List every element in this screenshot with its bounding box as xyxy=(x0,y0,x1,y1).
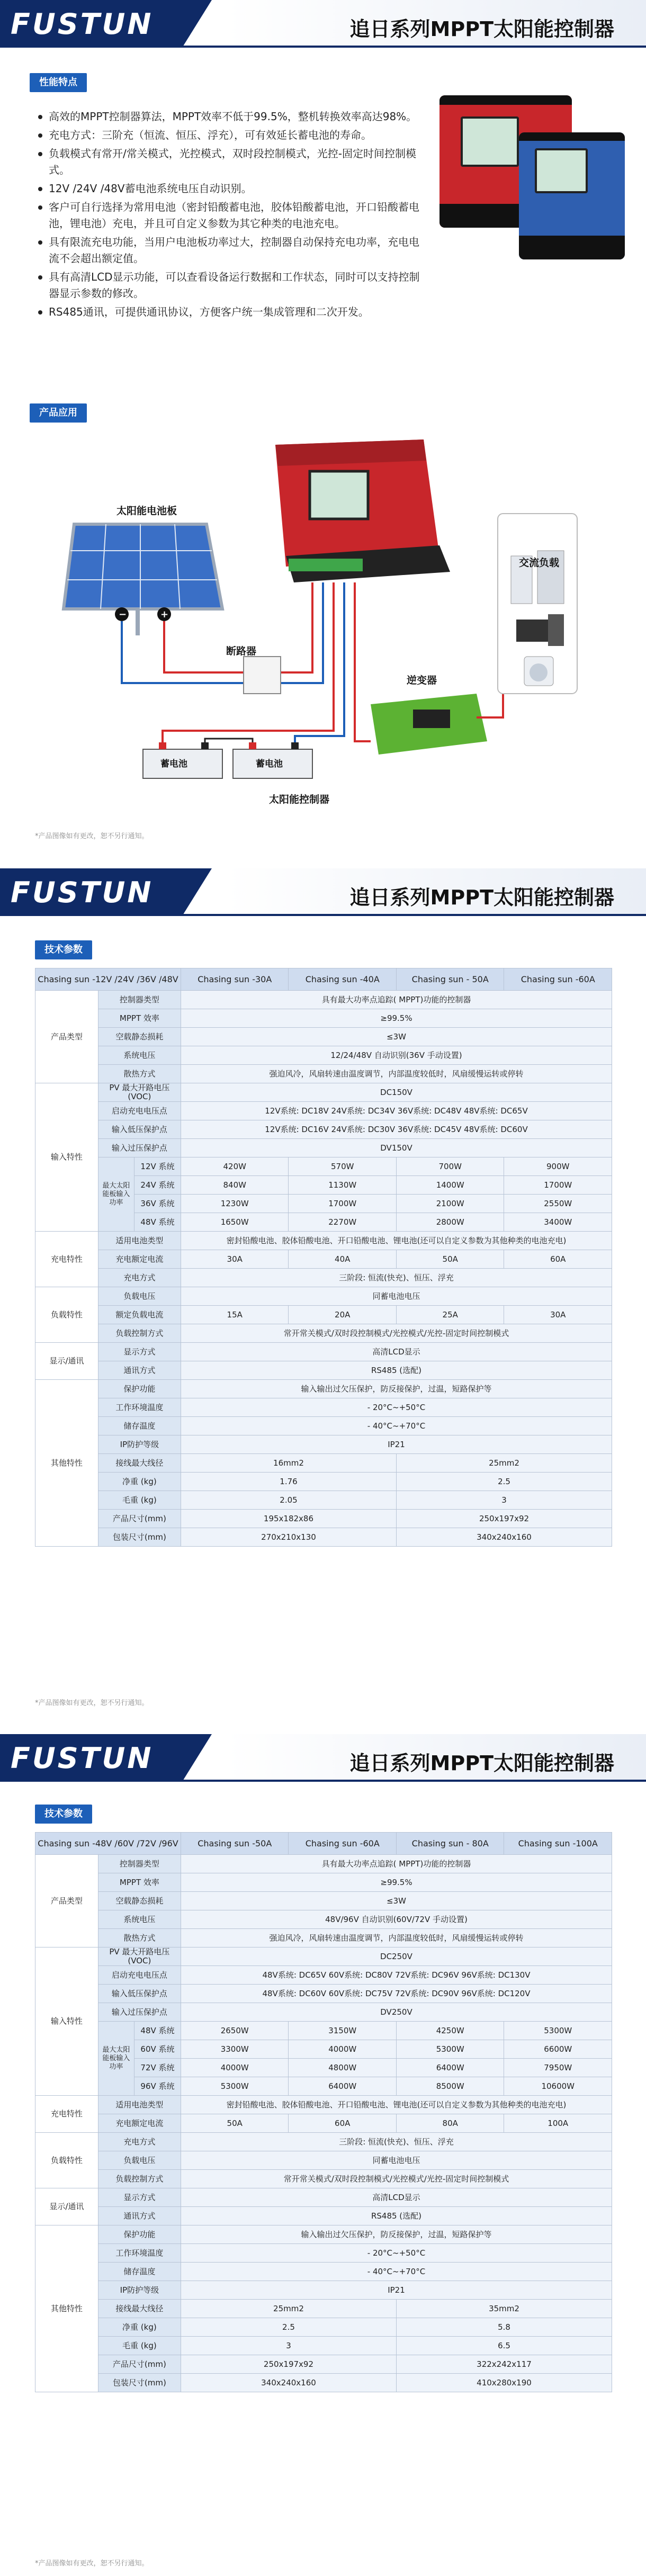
table-row xyxy=(35,2244,612,2263)
row-label: 散热方式 xyxy=(98,1929,181,1947)
row-value: 5300W xyxy=(504,2022,612,2040)
row-label: 输入过压保护点 xyxy=(98,2003,181,2022)
row-value: - 40°C~+70°C xyxy=(181,1417,612,1435)
row-value: 强迫风冷，风扇转速由温度调节，内部温度较低时，风扇缓慢运转或停转 xyxy=(181,1065,612,1083)
row-sublabel: 60V 系统 xyxy=(134,2040,181,2059)
brand-logo: FUSTUN xyxy=(11,7,154,41)
table-row xyxy=(35,2374,612,2392)
brand-logo: FUSTUN xyxy=(11,876,154,909)
table-row xyxy=(35,2188,612,2207)
controller-top-stripe xyxy=(519,132,625,141)
table-row xyxy=(35,2096,612,2114)
row-value: DV150V xyxy=(181,1139,612,1157)
row-value: 3150W xyxy=(289,2022,397,2040)
row-value: ≤3W xyxy=(181,1892,612,1910)
table-row xyxy=(35,2318,612,2337)
row-value: 700W xyxy=(396,1157,504,1176)
row-label: IP防护等级 xyxy=(98,1435,181,1454)
row-label: 产品尺寸(mm) xyxy=(98,1510,181,1528)
row-value: 100A xyxy=(504,2114,612,2133)
row-value: DV250V xyxy=(181,2003,612,2022)
row-label: MPPT 效率 xyxy=(98,1873,181,1892)
row-value: 420W xyxy=(181,1157,289,1176)
table-row xyxy=(35,991,612,1009)
row-label: 通讯方式 xyxy=(98,2207,181,2225)
row-value: 5300W xyxy=(396,2040,504,2059)
row-sublabel: 48V 系统 xyxy=(134,1213,181,1232)
row-value: 48V系统: DC60V 60V系统: DC75V 72V系统: DC90V 96V系统: DC120V xyxy=(181,1985,612,2003)
row-label: 储存温度 xyxy=(98,1417,181,1435)
row-value: 48V系统: DC65V 60V系统: DC80V 72V系统: DC96V 96V系统: DC130V xyxy=(181,1966,612,1985)
header-cell: Chasing sun -48V /60V /72V /96V xyxy=(35,1833,181,1855)
table-row xyxy=(35,1417,612,1435)
row-value: 35mm2 xyxy=(396,2300,612,2318)
row-value: 25A xyxy=(396,1306,504,1324)
table-row xyxy=(35,2207,612,2225)
row-value: 16mm2 xyxy=(181,1454,396,1473)
solar-panel-icon xyxy=(64,524,222,635)
row-label: 净重 (kg) xyxy=(98,1473,181,1491)
row-value: 2.5 xyxy=(396,1473,612,1491)
disclaimer-note: *产品图像如有更改，恕不另行通知。 xyxy=(35,832,149,840)
blue-controller-image xyxy=(519,132,625,259)
feature-item: 充电方式：三阶充（恒流、恒压、浮充），可有效延长蓄电池的寿命。 xyxy=(37,127,424,143)
row-label: 负载控制方式 xyxy=(98,2170,181,2188)
row-value: 3400W xyxy=(504,1213,612,1232)
spec-table-2 xyxy=(35,1832,612,2392)
table-row xyxy=(35,1855,612,1873)
row-value: 250x197x92 xyxy=(181,2355,396,2374)
row-value: 具有最大功率点追踪( MPPT)功能的控制器 xyxy=(181,1855,612,1873)
table-row xyxy=(35,2151,612,2170)
row-label: 产品尺寸(mm) xyxy=(98,2355,181,2374)
spec-table-1 xyxy=(35,968,612,1547)
row-value: 2550W xyxy=(504,1195,612,1213)
svg-text:+: + xyxy=(160,609,169,620)
row-value: 250x197x92 xyxy=(396,1510,612,1528)
row-value: - 20°C~+50°C xyxy=(181,1398,612,1417)
row-label: MPPT 效率 xyxy=(98,1009,181,1028)
row-value: 具有最大功率点追踪( MPPT)功能的控制器 xyxy=(181,991,612,1009)
row-value: 强迫风冷，风扇转速由温度调节，内部温度较低时，风扇缓慢运转或停转 xyxy=(181,1929,612,1947)
table-row xyxy=(35,2281,612,2300)
table-header-row xyxy=(35,1833,612,1855)
disclaimer-note: *产品图像如有更改，恕不另行通知。 xyxy=(35,1699,149,1707)
row-value: 900W xyxy=(504,1157,612,1176)
row-value: 30A xyxy=(504,1306,612,1324)
page-header xyxy=(0,1734,646,1782)
row-value: 4000W xyxy=(181,2059,289,2077)
row-value: 同蓄电池电压 xyxy=(181,1287,612,1306)
row-value: 1230W xyxy=(181,1195,289,1213)
feature-item: 负载模式有常开/常关模式，光控模式，双时段控制模式，光控-固定时间控制模式。 xyxy=(37,146,424,178)
row-value: 340x240x160 xyxy=(181,2374,396,2392)
lcd-screen xyxy=(535,148,588,193)
table-row xyxy=(35,1528,612,1547)
header-cell: Chasing sun -50A xyxy=(181,1833,289,1855)
row-label: 空载静态损耗 xyxy=(98,1892,181,1910)
table-row xyxy=(35,1269,612,1287)
row-value: 7950W xyxy=(504,2059,612,2077)
row-value: 6600W xyxy=(504,2040,612,2059)
table-row xyxy=(35,1361,612,1380)
row-value: 60A xyxy=(289,2114,397,2133)
row-label: 散热方式 xyxy=(98,1065,181,1083)
group-cell: 充电特性 xyxy=(35,1232,98,1287)
svg-text:−: − xyxy=(119,609,127,620)
row-value: 1.76 xyxy=(181,1473,396,1491)
page-title: 追日系列MPPT太阳能控制器 xyxy=(349,886,614,909)
feature-item: 12V /24V /48V蓄电池系统电压自动识别。 xyxy=(37,181,424,197)
header-rule xyxy=(0,1780,646,1782)
table-row xyxy=(35,1232,612,1250)
row-label: 控制器类型 xyxy=(98,991,181,1009)
row-value: 50A xyxy=(181,2114,289,2133)
group-cell: 产品类型 xyxy=(35,1855,98,1947)
table-row xyxy=(35,1102,612,1120)
row-sublabel: 72V 系统 xyxy=(134,2059,181,2077)
row-label: 充电方式 xyxy=(98,1269,181,1287)
table-row xyxy=(35,1929,612,1947)
table-row xyxy=(35,1985,612,2003)
feature-item: 客户可自行选择为常用电池（密封铅酸蓄电池，胶体铅酸蓄电池，开口铅酸蓄电池，锂电池）充电，并且可自定义参数为其它种类的电池充电。 xyxy=(37,199,424,232)
row-value: 48V/96V 自动识别(60V/72V 手动设置) xyxy=(181,1910,612,1929)
row-value: 15A xyxy=(181,1306,289,1324)
lcd-screen xyxy=(461,116,519,167)
row-value: 340x240x160 xyxy=(396,1528,612,1547)
row-value: 4250W xyxy=(396,2022,504,2040)
row-value: 40A xyxy=(289,1250,397,1269)
row-value: 高清LCD显示 xyxy=(181,2188,612,2207)
table-row xyxy=(35,1380,612,1398)
table-row xyxy=(35,1398,612,1417)
row-value: 570W xyxy=(289,1157,397,1176)
group-cell: 负载特性 xyxy=(35,1287,98,1343)
row-label: 输入低压保护点 xyxy=(98,1985,181,2003)
row-value: 常开常关模式/双时段控制模式/光控模式/光控-固定时间控制模式 xyxy=(181,2170,612,2188)
row-label: 包装尺寸(mm) xyxy=(98,1528,181,1547)
battery-label: 蓄电池 xyxy=(256,759,283,769)
row-value: 10600W xyxy=(504,2077,612,2096)
table-row xyxy=(35,1454,612,1473)
row-value: 2100W xyxy=(396,1195,504,1213)
table-row xyxy=(35,1083,612,1102)
row-value: ≥99.5% xyxy=(181,1009,612,1028)
row-value: 2.5 xyxy=(181,2318,396,2337)
computer-tower-icon xyxy=(548,614,564,646)
row-value: 30A xyxy=(181,1250,289,1269)
group-cell: 输入特性 xyxy=(35,1947,98,2096)
row-label: 接线最大线径 xyxy=(98,1454,181,1473)
application-diagram xyxy=(0,424,646,805)
row-value: 3 xyxy=(181,2337,396,2355)
row-value: 密封铅酸电池、胶体铅酸电池、开口铅酸电池、锂电池(还可以自定义参数为其他种类的电池充电) xyxy=(181,2096,612,2114)
row-value: IP21 xyxy=(181,2281,612,2300)
table-row xyxy=(35,1510,612,1528)
features-tag: 性能特点 xyxy=(30,73,87,92)
row-label: 包装尺寸(mm) xyxy=(98,2374,181,2392)
row-label: 净重 (kg) xyxy=(98,2318,181,2337)
table-row xyxy=(35,1947,612,1966)
row-label: 适用电池类型 xyxy=(98,1232,181,1250)
group-cell: 显示/通讯 xyxy=(35,2188,98,2225)
disclaimer-note: *产品图像如有更改，恕不另行通知。 xyxy=(35,2560,149,2568)
ac-load-label: 交流负载 xyxy=(519,557,560,569)
row-value: DC250V xyxy=(181,1947,612,1966)
row-value: 4000W xyxy=(289,2040,397,2059)
row-value: 3 xyxy=(396,1491,612,1510)
row-value: 输入输出过欠压保护，防反接保护，过温，短路保护等 xyxy=(181,2225,612,2244)
row-value: 410x280x190 xyxy=(396,2374,612,2392)
table-row xyxy=(35,1491,612,1510)
row-sublabel: 48V 系统 xyxy=(134,2022,181,2040)
table-header-row xyxy=(35,968,612,991)
controller-bottom-stripe xyxy=(519,236,625,259)
row-value: 常开常关模式/双时段控制模式/光控模式/光控-固定时间控制模式 xyxy=(181,1324,612,1343)
table-row xyxy=(35,1873,612,1892)
page-header xyxy=(0,868,646,916)
row-value: 2650W xyxy=(181,2022,289,2040)
table-row xyxy=(35,1435,612,1454)
table-row xyxy=(35,1157,612,1176)
row-value: 高清LCD显示 xyxy=(181,1343,612,1361)
header-cell: Chasing sun - 50A xyxy=(396,968,504,991)
group-cell: 充电特性 xyxy=(35,2096,98,2133)
row-sublabel: 36V 系统 xyxy=(134,1195,181,1213)
row-label: 负载电压 xyxy=(98,1287,181,1306)
row-value: 25mm2 xyxy=(181,2300,396,2318)
inverter-icon xyxy=(371,694,487,755)
row-value: RS485 (选配) xyxy=(181,2207,612,2225)
row-label: 适用电池类型 xyxy=(98,2096,181,2114)
header-cell: Chasing sun -60A xyxy=(289,1833,397,1855)
page-title: 追日系列MPPT太阳能控制器 xyxy=(349,17,614,41)
header-rule xyxy=(0,46,646,48)
row-value: 6400W xyxy=(396,2059,504,2077)
row-value: DC150V xyxy=(181,1083,612,1102)
header-cell: Chasing sun -30A xyxy=(181,968,289,991)
header-cell: Chasing sun -100A xyxy=(504,1833,612,1855)
row-value: IP21 xyxy=(181,1435,612,1454)
row-label: 最大太阳能板输入功率 xyxy=(98,1157,134,1232)
table-row xyxy=(35,1120,612,1139)
table-row xyxy=(35,1009,612,1028)
row-value: 3300W xyxy=(181,2040,289,2059)
table-row xyxy=(35,2355,612,2374)
table-row xyxy=(35,1046,612,1065)
row-label: 控制器类型 xyxy=(98,1855,181,1873)
table-row xyxy=(35,2300,612,2318)
row-label: 储存温度 xyxy=(98,2263,181,2281)
application-tag: 产品应用 xyxy=(30,403,87,423)
row-value: - 20°C~+50°C xyxy=(181,2244,612,2263)
row-value: 2800W xyxy=(396,1213,504,1232)
row-value: 1650W xyxy=(181,1213,289,1232)
row-label: 充电额定电流 xyxy=(98,2114,181,2133)
features-list xyxy=(37,109,424,322)
row-label: 系统电压 xyxy=(98,1910,181,1929)
row-value: 12V系统: DC18V 24V系统: DC34V 36V系统: DC48V 48V系统: DC65V xyxy=(181,1102,612,1120)
row-label: 显示方式 xyxy=(98,2188,181,2207)
row-value: ≥99.5% xyxy=(181,1873,612,1892)
solar-controller-icon xyxy=(275,439,450,582)
spec-tag: 技术参数 xyxy=(35,940,92,959)
feature-item: 具有高清LCD显示功能，可以查看设备运行数据和工作状态，同时可以支持控制器显示参数的修改。 xyxy=(37,269,424,302)
group-cell: 产品类型 xyxy=(35,991,98,1083)
row-value: 60A xyxy=(504,1250,612,1269)
brand-logo: FUSTUN xyxy=(11,1742,154,1775)
inverter-label: 逆变器 xyxy=(407,675,437,686)
row-value: 195x182x86 xyxy=(181,1510,396,1528)
group-cell: 其他特性 xyxy=(35,2225,98,2392)
row-label: 接线最大线径 xyxy=(98,2300,181,2318)
feature-item: RS485通讯，可提供通讯协议，方便客户统一集成管理和二次开发。 xyxy=(37,304,424,320)
row-label: 输入过压保护点 xyxy=(98,1139,181,1157)
controller-top-stripe xyxy=(439,95,572,105)
row-value: 输入输出过欠压保护，防反接保护，过温，短路保护等 xyxy=(181,1380,612,1398)
table-row xyxy=(35,1065,612,1083)
table-row xyxy=(35,1250,612,1269)
table-row xyxy=(35,1028,612,1046)
row-label: IP防护等级 xyxy=(98,2281,181,2300)
row-label: 毛重 (kg) xyxy=(98,2337,181,2355)
row-value: 1700W xyxy=(289,1195,397,1213)
row-label: 工作环境温度 xyxy=(98,2244,181,2263)
row-value: 5.8 xyxy=(396,2318,612,2337)
row-label: PV 最大开路电压 (VOC) xyxy=(98,1947,181,1966)
group-cell: 负载特性 xyxy=(35,2133,98,2188)
table-row xyxy=(35,2263,612,2281)
row-value: 同蓄电池电压 xyxy=(181,2151,612,2170)
table-row xyxy=(35,1306,612,1324)
table-row xyxy=(35,1473,612,1491)
header-rule xyxy=(0,914,646,916)
row-label: 保护功能 xyxy=(98,1380,181,1398)
row-label: 最大太阳能板输入功率 xyxy=(98,2022,134,2096)
table-row xyxy=(35,2022,612,2040)
header-cell: Chasing sun -12V /24V /36V /48V xyxy=(35,968,181,991)
row-value: 840W xyxy=(181,1176,289,1195)
row-value: 三阶段: 恒流(快充)、恒压、浮充 xyxy=(181,2133,612,2151)
feature-item: 高效的MPPT控制器算法，MPPT效率不低于99.5%，整机转换效率高达98%。 xyxy=(37,109,424,125)
row-label: 系统电压 xyxy=(98,1046,181,1065)
row-value: 2270W xyxy=(289,1213,397,1232)
row-label: 启动充电电压点 xyxy=(98,1102,181,1120)
controller-label: 太阳能控制器 xyxy=(269,794,330,805)
table-row xyxy=(35,2170,612,2188)
row-value: 12V系统: DC16V 24V系统: DC30V 36V系统: DC45V 48V系统: DC60V xyxy=(181,1120,612,1139)
row-label: 通讯方式 xyxy=(98,1361,181,1380)
battery-label: 蓄电池 xyxy=(160,759,187,769)
row-label: 输入低压保护点 xyxy=(98,1120,181,1139)
header-cell: Chasing sun -60A xyxy=(504,968,612,991)
row-label: 空载静态损耗 xyxy=(98,1028,181,1046)
group-cell: 输入特性 xyxy=(35,1083,98,1232)
computer-icon xyxy=(516,620,548,642)
row-value: 270x210x130 xyxy=(181,1528,396,1547)
row-value: - 40°C~+70°C xyxy=(181,2263,612,2281)
row-value: ≤3W xyxy=(181,1028,612,1046)
row-value: 1130W xyxy=(289,1176,397,1195)
row-value: 5300W xyxy=(181,2077,289,2096)
page-header xyxy=(0,0,646,48)
row-value: 4800W xyxy=(289,2059,397,2077)
header-cell: Chasing sun - 80A xyxy=(396,1833,504,1855)
row-sublabel: 24V 系统 xyxy=(134,1176,181,1195)
row-value: 20A xyxy=(289,1306,397,1324)
feature-item: 具有限流充电功能，当用户电池板功率过大，控制器自动保持充电功率，充电电流不会超出额定值。 xyxy=(37,234,424,267)
breaker-label: 断路器 xyxy=(226,645,257,657)
table-row xyxy=(35,1324,612,1343)
row-value: 322x242x117 xyxy=(396,2355,612,2374)
table-row xyxy=(35,2114,612,2133)
row-value: 8500W xyxy=(396,2077,504,2096)
breaker-icon xyxy=(244,657,281,694)
table-row xyxy=(35,2133,612,2151)
row-label: 保护功能 xyxy=(98,2225,181,2244)
group-cell: 显示/通讯 xyxy=(35,1343,98,1380)
row-label: 负载控制方式 xyxy=(98,1324,181,1343)
row-label: 充电方式 xyxy=(98,2133,181,2151)
table-row xyxy=(35,1910,612,1929)
table-row xyxy=(35,2225,612,2244)
table-row xyxy=(35,1892,612,1910)
row-value: 80A xyxy=(396,2114,504,2133)
row-label: 显示方式 xyxy=(98,1343,181,1361)
row-label: 负载电压 xyxy=(98,2151,181,2170)
row-value: 50A xyxy=(396,1250,504,1269)
row-label: 额定负载电流 xyxy=(98,1306,181,1324)
table-row xyxy=(35,1343,612,1361)
row-value: 12/24/48V 自动识别(36V 手动设置) xyxy=(181,1046,612,1065)
row-value: 1400W xyxy=(396,1176,504,1195)
row-value: 密封铅酸电池、胶体铅酸电池、开口铅酸电池、锂电池(还可以自定义参数为其他种类的电池充电) xyxy=(181,1232,612,1250)
table-row xyxy=(35,2003,612,2022)
row-sublabel: 12V 系统 xyxy=(134,1157,181,1176)
row-value: 25mm2 xyxy=(396,1454,612,1473)
row-label: 毛重 (kg) xyxy=(98,1491,181,1510)
row-label: 工作环境温度 xyxy=(98,1398,181,1417)
row-value: 2.05 xyxy=(181,1491,396,1510)
row-label: PV 最大开路电压 (VOC) xyxy=(98,1083,181,1102)
row-label: 充电额定电流 xyxy=(98,1250,181,1269)
table-row xyxy=(35,1287,612,1306)
table-row xyxy=(35,2337,612,2355)
row-value: 6400W xyxy=(289,2077,397,2096)
header-cell: Chasing sun -40A xyxy=(289,968,397,991)
group-cell: 其他特性 xyxy=(35,1380,98,1547)
table-row xyxy=(35,1966,612,1985)
spec-tag: 技术参数 xyxy=(35,1805,92,1824)
page-title: 追日系列MPPT太阳能控制器 xyxy=(349,1752,614,1775)
row-sublabel: 96V 系统 xyxy=(134,2077,181,2096)
table-row xyxy=(35,1139,612,1157)
row-label: 启动充电电压点 xyxy=(98,1966,181,1985)
row-value: 1700W xyxy=(504,1176,612,1195)
row-value: 三阶段: 恒流(快充)、恒压、浮充 xyxy=(181,1269,612,1287)
panel-label: 太阳能电池板 xyxy=(116,505,177,517)
row-value: 6.5 xyxy=(396,2337,612,2355)
row-value: RS485 (选配) xyxy=(181,1361,612,1380)
